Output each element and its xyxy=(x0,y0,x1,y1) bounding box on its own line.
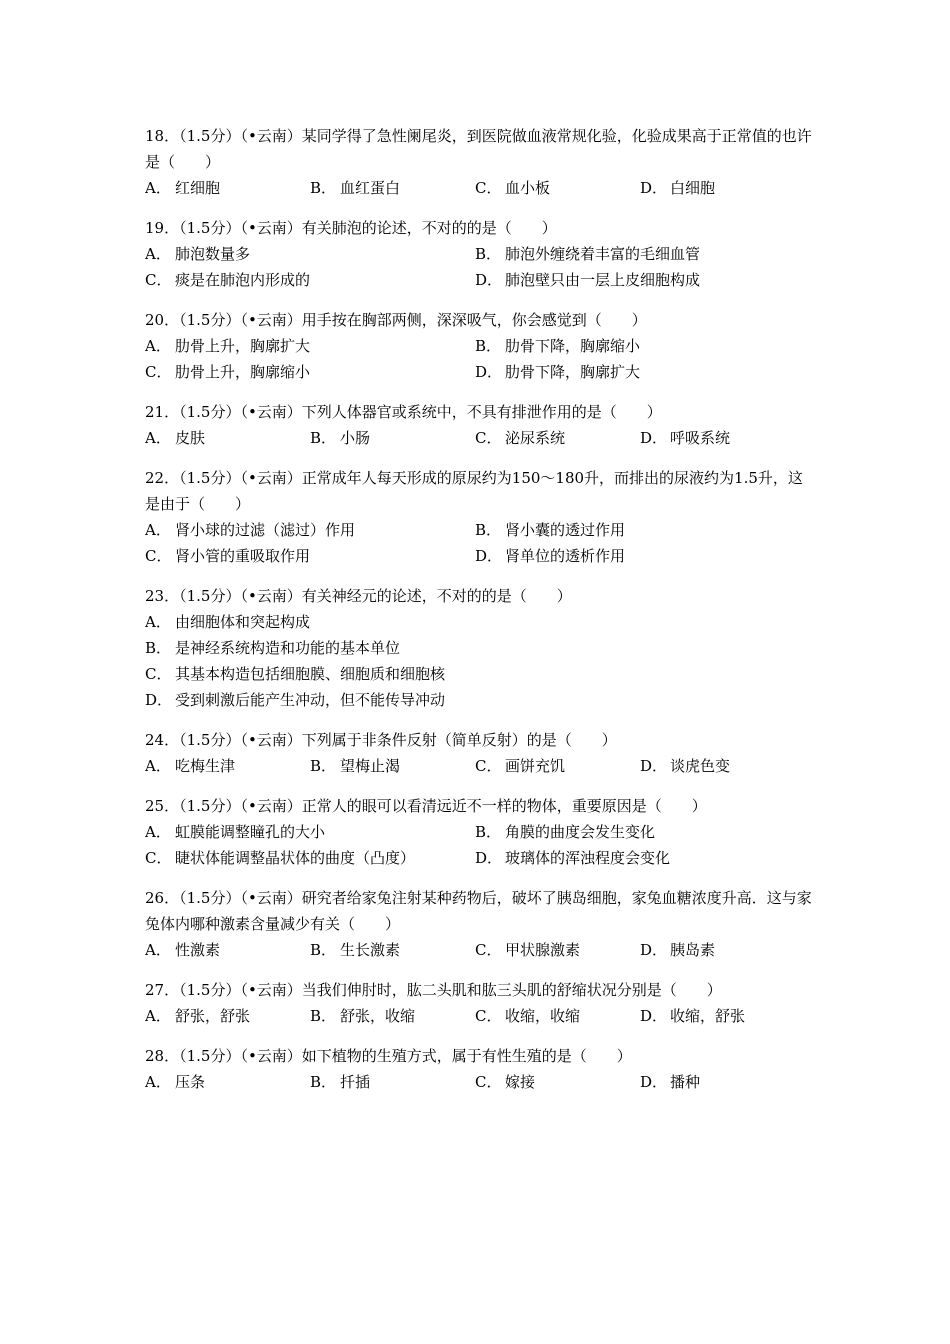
option-letter: D． xyxy=(475,363,503,381)
option-a xyxy=(145,753,310,779)
option-letter: A． xyxy=(145,1073,171,1091)
question-26 xyxy=(145,885,815,963)
question-stem: 26．（1.5分）（•云南）研究者给家兔注射某种药物后，破坏了胰岛细胞，家兔血糖浓度升高．这与家兔体内哪种激素含量减少有关（ ） xyxy=(145,889,812,933)
option-text: 肾小球的过滤（滤过）作用 xyxy=(175,521,356,539)
option-letter: A． xyxy=(145,179,171,197)
option-c xyxy=(145,661,815,687)
option-letter: C． xyxy=(145,665,172,683)
option-text: 其基本构造包括细胞膜、细胞质和细胞核 xyxy=(175,665,446,683)
question-stem: 27．（1.5分）（•云南）当我们伸肘时，肱二头肌和肱三头肌的舒缩状况分别是（ ） xyxy=(145,981,722,999)
option-letter: D． xyxy=(640,1007,668,1025)
option-text: 受到刺激后能产生冲动，但不能传导冲动 xyxy=(175,691,446,709)
option-text: 胰岛素 xyxy=(670,941,716,959)
option-text: 谈虎色变 xyxy=(670,757,731,775)
option-letter: D． xyxy=(640,941,668,959)
options-list xyxy=(145,1069,815,1095)
option-letter: B． xyxy=(310,179,337,197)
option-a xyxy=(145,425,310,451)
question-28 xyxy=(145,1043,815,1095)
option-letter: C． xyxy=(475,1007,502,1025)
option-d xyxy=(145,687,815,713)
option-text: 白细胞 xyxy=(670,179,716,197)
option-text: 睫状体能调整晶状体的曲度（凸度） xyxy=(175,849,416,867)
option-letter: C． xyxy=(475,1073,502,1091)
option-text: 吃梅生津 xyxy=(175,757,236,775)
option-text: 肋骨下降，胸廓缩小 xyxy=(505,337,641,355)
option-letter: C． xyxy=(475,429,502,447)
option-text: 舒张，收缩 xyxy=(340,1007,416,1025)
option-letter: B． xyxy=(310,757,337,775)
question-25 xyxy=(145,793,815,871)
option-d xyxy=(640,753,805,779)
question-22 xyxy=(145,465,815,569)
option-a xyxy=(145,241,475,267)
option-text: 血红蛋白 xyxy=(340,179,401,197)
option-letter: D． xyxy=(640,429,668,447)
option-c xyxy=(475,1003,640,1029)
option-letter: A． xyxy=(145,757,171,775)
options-list xyxy=(145,609,815,713)
option-text: 小肠 xyxy=(340,429,371,447)
option-letter: A． xyxy=(145,521,171,539)
option-text: 肺泡壁只由一层上皮细胞构成 xyxy=(505,271,701,289)
option-text: 玻璃体的浑浊程度会变化 xyxy=(505,849,671,867)
option-b xyxy=(310,425,475,451)
option-text: 肾小管的重吸取作用 xyxy=(175,547,311,565)
option-letter: D． xyxy=(640,179,668,197)
option-a xyxy=(145,1069,310,1095)
option-letter: D． xyxy=(145,691,173,709)
option-b xyxy=(145,635,815,661)
option-letter: A． xyxy=(145,337,171,355)
option-letter: C． xyxy=(145,363,172,381)
option-letter: B． xyxy=(310,1073,337,1091)
exam-page xyxy=(145,123,815,1109)
option-letter: B． xyxy=(310,429,337,447)
option-c xyxy=(475,753,640,779)
option-text: 舒张，舒张 xyxy=(175,1007,251,1025)
question-20 xyxy=(145,307,815,385)
option-letter: B． xyxy=(475,521,502,539)
options-list xyxy=(145,175,815,201)
option-letter: D． xyxy=(640,757,668,775)
option-c xyxy=(475,937,640,963)
option-letter: D． xyxy=(475,547,503,565)
option-b xyxy=(310,1069,475,1095)
option-letter: D． xyxy=(475,849,503,867)
option-text: 呼吸系统 xyxy=(670,429,731,447)
option-a xyxy=(145,517,475,543)
option-text: 泌尿系统 xyxy=(505,429,566,447)
question-stem: 24．（1.5分）（•云南）下列属于非条件反射（简单反射）的是（ ） xyxy=(145,731,617,749)
question-stem: 18．（1.5分）（•云南）某同学得了急性阑尾炎，到医院做血液常规化验，化验成果高于正常值的也许是（ ） xyxy=(145,127,812,171)
option-c xyxy=(145,267,475,293)
option-text: 生长激素 xyxy=(340,941,401,959)
question-stem: 28．（1.5分）（•云南）如下植物的生殖方式，属于有性生殖的是（ ） xyxy=(145,1047,632,1065)
option-text: 肾单位的透析作用 xyxy=(505,547,626,565)
option-a xyxy=(145,609,815,635)
question-stem: 20．（1.5分）（•云南）用手按在胸部两侧，深深吸气，你会感觉到（ ） xyxy=(145,311,647,329)
question-stem: 19．（1.5分）（•云南）有关肺泡的论述，不对的的是（ ） xyxy=(145,219,557,237)
option-letter: B． xyxy=(475,245,502,263)
question-stem: 21．（1.5分）（•云南）下列人体器官或系统中，不具有排泄作用的是（ ） xyxy=(145,403,662,421)
option-letter: C． xyxy=(475,757,502,775)
option-a xyxy=(145,819,475,845)
option-text: 肋骨上升，胸廓缩小 xyxy=(175,363,311,381)
option-d xyxy=(640,425,805,451)
option-letter: A． xyxy=(145,1007,171,1025)
options-list xyxy=(145,333,815,385)
option-d xyxy=(640,175,805,201)
option-d xyxy=(640,1069,805,1095)
options-list xyxy=(145,937,815,963)
option-text: 角膜的曲度会发生变化 xyxy=(505,823,656,841)
option-text: 肋骨下降，胸廓扩大 xyxy=(505,363,641,381)
option-letter: B． xyxy=(145,639,172,657)
option-a xyxy=(145,333,475,359)
option-c xyxy=(145,359,475,385)
option-letter: A． xyxy=(145,613,171,631)
option-text: 是神经系统构造和功能的基本单位 xyxy=(175,639,401,657)
option-c xyxy=(145,845,475,871)
option-text: 性激素 xyxy=(175,941,221,959)
options-list xyxy=(145,753,815,779)
options-list xyxy=(145,517,815,569)
option-text: 望梅止渴 xyxy=(340,757,401,775)
question-27 xyxy=(145,977,815,1029)
option-letter: C． xyxy=(145,547,172,565)
option-c xyxy=(475,425,640,451)
question-stem: 22．（1.5分）（•云南）正常成年人每天形成的原尿约为150～180升，而排出的尿液约为1.5升，这是由于（ ） xyxy=(145,469,803,513)
question-stem: 25．（1.5分）（•云南）正常人的眼可以看清远近不一样的物体，重要原因是（ ） xyxy=(145,797,707,815)
option-b xyxy=(310,753,475,779)
option-a xyxy=(145,1003,310,1029)
option-text: 肺泡数量多 xyxy=(175,245,251,263)
option-b xyxy=(475,241,805,267)
option-text: 肺泡外缠绕着丰富的毛细血管 xyxy=(505,245,701,263)
option-letter: C． xyxy=(145,849,172,867)
option-d xyxy=(475,543,805,569)
option-letter: B． xyxy=(310,1007,337,1025)
option-d xyxy=(475,267,805,293)
option-text: 由细胞体和突起构成 xyxy=(175,613,311,631)
option-a xyxy=(145,937,310,963)
question-23 xyxy=(145,583,815,713)
option-text: 画饼充饥 xyxy=(505,757,566,775)
option-d xyxy=(640,1003,805,1029)
option-c xyxy=(475,175,640,201)
options-list xyxy=(145,819,815,871)
option-b xyxy=(310,175,475,201)
options-list xyxy=(145,241,815,293)
option-text: 皮肤 xyxy=(175,429,206,447)
option-text: 虹膜能调整瞳孔的大小 xyxy=(175,823,326,841)
option-letter: C． xyxy=(145,271,172,289)
option-d xyxy=(640,937,805,963)
options-list xyxy=(145,1003,815,1029)
option-text: 红细胞 xyxy=(175,179,221,197)
option-text: 甲状腺激素 xyxy=(505,941,581,959)
option-text: 痰是在肺泡内形成的 xyxy=(175,271,311,289)
question-24 xyxy=(145,727,815,779)
option-text: 血小板 xyxy=(505,179,551,197)
option-c xyxy=(145,543,475,569)
option-letter: A． xyxy=(145,823,171,841)
option-letter: A． xyxy=(145,429,171,447)
option-b xyxy=(475,333,805,359)
option-b xyxy=(310,1003,475,1029)
option-letter: C． xyxy=(475,941,502,959)
question-21 xyxy=(145,399,815,451)
option-letter: C． xyxy=(475,179,502,197)
option-b xyxy=(310,937,475,963)
option-a xyxy=(145,175,310,201)
option-text: 播种 xyxy=(670,1073,701,1091)
option-letter: A． xyxy=(145,941,171,959)
option-letter: D． xyxy=(475,271,503,289)
option-b xyxy=(475,819,805,845)
option-letter: B． xyxy=(475,823,502,841)
option-c xyxy=(475,1069,640,1095)
option-letter: B． xyxy=(475,337,502,355)
question-18 xyxy=(145,123,815,201)
option-letter: B． xyxy=(310,941,337,959)
options-list xyxy=(145,425,815,451)
question-stem: 23．（1.5分）（•云南）有关神经元的论述，不对的的是（ ） xyxy=(145,587,572,605)
option-letter: A． xyxy=(145,245,171,263)
option-b xyxy=(475,517,805,543)
option-text: 肋骨上升，胸廓扩大 xyxy=(175,337,311,355)
option-text: 收缩，收缩 xyxy=(505,1007,581,1025)
option-d xyxy=(475,845,805,871)
option-d xyxy=(475,359,805,385)
option-text: 扦插 xyxy=(340,1073,371,1091)
question-19 xyxy=(145,215,815,293)
option-text: 压条 xyxy=(175,1073,206,1091)
option-text: 嫁接 xyxy=(505,1073,536,1091)
option-text: 收缩，舒张 xyxy=(670,1007,746,1025)
option-text: 肾小囊的透过作用 xyxy=(505,521,626,539)
option-letter: D． xyxy=(640,1073,668,1091)
